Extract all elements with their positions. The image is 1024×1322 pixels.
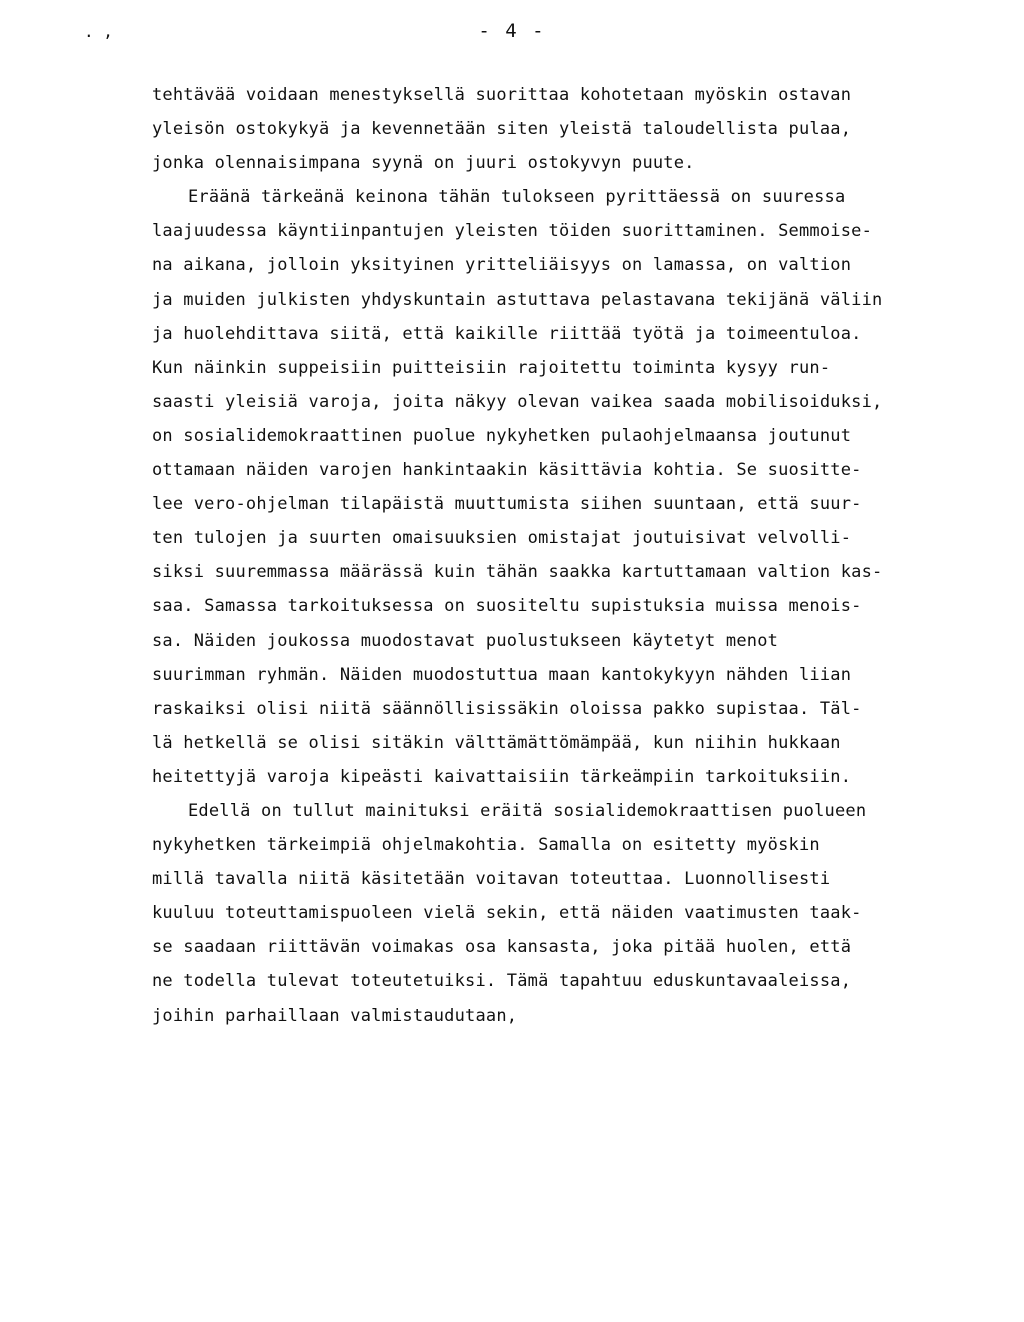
document-body bbox=[152, 78, 982, 1033]
text-line: ja huolehdittava siitä, että kaikille riittää työtä ja toimeentuloa. bbox=[152, 323, 862, 344]
text-line: Edellä on tullut mainituksi eräitä sosialidemokraattisen puolueen bbox=[188, 800, 867, 821]
text-line: ne todella tulevat toteutetuiksi. Tämä tapahtuu eduskuntavaaleissa, bbox=[152, 971, 852, 992]
text-line: saa. Samassa tarkoituksessa on suositeltu supistuksia muissa menois- bbox=[152, 596, 862, 617]
text-line: lä hetkellä se olisi sitäkin välttämättömämpää, kun niihin hukkaan bbox=[152, 732, 841, 753]
text-line: yleisön ostokykyä ja kevennetään siten yleistä taloudellista pulaa, bbox=[152, 119, 852, 140]
text-line: na aikana, jolloin yksityinen yritteliäisyys on lamassa, on valtion bbox=[152, 255, 852, 276]
text-line: Eräänä tärkeänä keinona tähän tulokseen pyrittäessä on suuressa bbox=[188, 187, 846, 208]
text-line: laajuudessa käyntiinpantujen yleisten töiden suorittaminen. Semmoise- bbox=[152, 221, 873, 242]
text-line: Kun näinkin suppeisiin puitteisiin rajoitettu toiminta kysyy run- bbox=[152, 357, 831, 378]
text-line: ten tulojen ja suurten omaisuuksien omistajat joutuisivat velvolli- bbox=[152, 528, 852, 549]
text-line: millä tavalla niitä käsitetään voitavan toteuttaa. Luonnollisesti bbox=[152, 869, 831, 890]
page-corner-mark: . , bbox=[84, 22, 113, 41]
text-line: joihin parhaillaan valmistaudutaan, bbox=[152, 1005, 518, 1026]
text-line: ottamaan näiden varojen hankintaakin käsittävia kohtia. Se suositte- bbox=[152, 460, 862, 481]
text-line: kuuluu toteuttamispuoleen vielä sekin, että näiden vaatimusten taak- bbox=[152, 903, 862, 924]
text-line: lee vero-ohjelman tilapäistä muuttumista siihen suuntaan, että suur- bbox=[152, 494, 862, 515]
text-line: siksi suuremmassa määrässä kuin tähän saakka kartuttamaan valtion kas- bbox=[152, 562, 883, 583]
text-line: jonka olennaisimpana syynä on juuri ostokyvyn puute. bbox=[152, 153, 695, 174]
text-line: se saadaan riittävän voimakas osa kansasta, joka pitää huolen, että bbox=[152, 937, 852, 958]
text-line: suurimman ryhmän. Näiden muodostuttua maan kantokykyyn nähden liian bbox=[152, 664, 852, 685]
text-line: saasti yleisiä varoja, joita näkyy olevan vaikea saada mobilisoiduksi, bbox=[152, 391, 883, 412]
text-line: tehtävää voidaan menestyksellä suorittaa kohotetaan myöskin ostavan bbox=[152, 85, 852, 105]
text-line: ja muiden julkisten yhdyskuntain astuttava pelastavana tekijänä väliin bbox=[152, 289, 883, 310]
text-line: sa. Näiden joukossa muodostavat puolustukseen käytetyt menot bbox=[152, 630, 779, 651]
text-line: heitettyjä varoja kipeästi kaivattaisiin tärkeämpiin tarkoituksiin. bbox=[152, 766, 852, 787]
text-line: raskaiksi olisi niitä säännöllisissäkin oloissa pakko supistaa. Täl- bbox=[152, 698, 862, 719]
text-line: nykyhetken tärkeimpiä ohjelmakohtia. Samalla on esitetty myöskin bbox=[152, 835, 820, 856]
text-line: on sosialidemokraattinen puolue nykyhetken pulaohjelmaansa joutunut bbox=[152, 425, 852, 446]
page-number: - 4 - bbox=[478, 20, 546, 42]
